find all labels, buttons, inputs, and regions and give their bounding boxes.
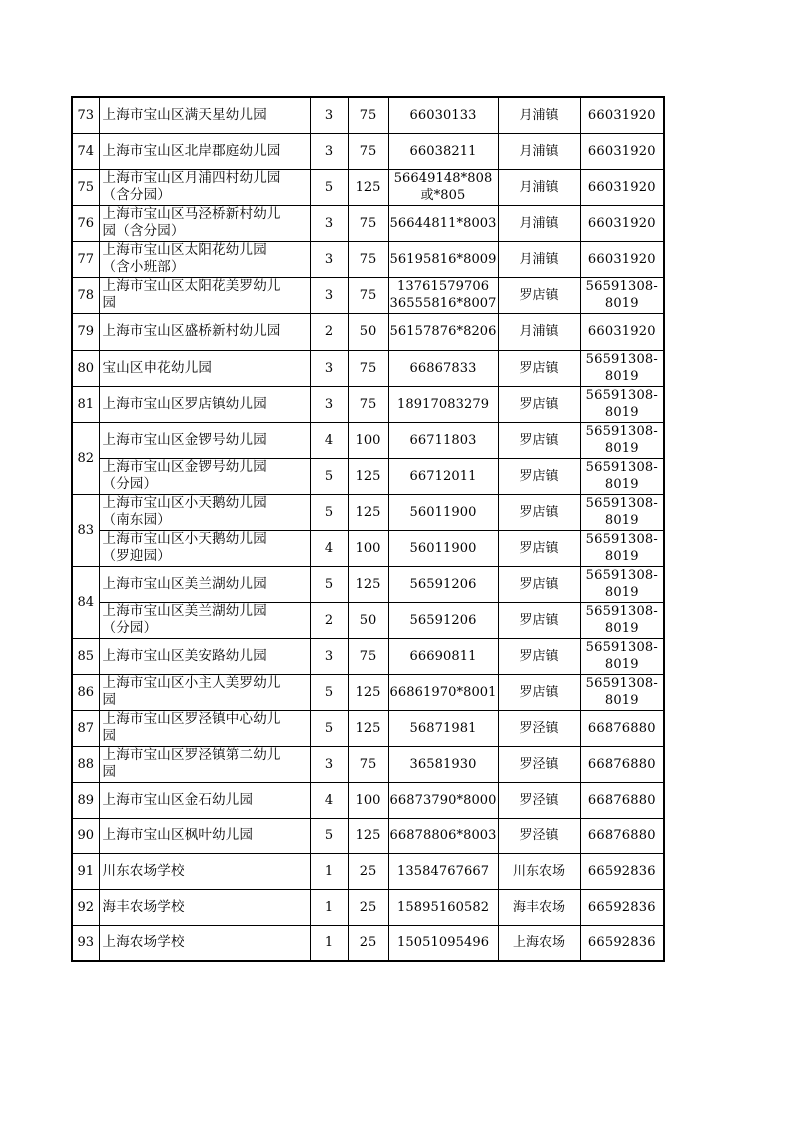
school-phone-line: 56591206 xyxy=(409,612,477,628)
contact-phone xyxy=(580,277,664,313)
class-count: 4 xyxy=(310,782,348,818)
contact-phone xyxy=(580,350,664,386)
class-count: 3 xyxy=(310,386,348,422)
table-row xyxy=(72,386,664,422)
school-name-line: 川东农场学校 xyxy=(102,862,185,879)
contact-phone-line: 56591308- xyxy=(585,460,658,475)
town-name: 海丰农场 xyxy=(498,889,580,925)
table-row xyxy=(72,494,664,530)
contact-phone-line: 66031920 xyxy=(587,251,656,267)
contact-phone-line: 8019 xyxy=(604,369,639,384)
contact-phone-line: 8019 xyxy=(604,513,639,528)
enrollment-capacity: 25 xyxy=(348,889,388,925)
school-phone xyxy=(388,674,498,710)
school-phone-line: 56011900 xyxy=(409,540,477,556)
school-name-line: 上海市宝山区美兰湖幼儿园 xyxy=(102,575,267,592)
contact-phone-line: 66876880 xyxy=(587,756,656,772)
contact-phone-line: 8019 xyxy=(604,657,639,672)
class-count: 5 xyxy=(310,674,348,710)
enrollment-capacity: 125 xyxy=(348,674,388,710)
table-body xyxy=(72,97,664,961)
town-name: 罗泾镇 xyxy=(498,746,580,782)
school-phone-line: 36581930 xyxy=(409,756,477,772)
school-name-line: 上海市宝山区太阳花幼儿园 xyxy=(102,242,267,258)
row-number: 84 xyxy=(72,566,99,638)
town-name: 罗店镇 xyxy=(498,530,580,566)
school-name xyxy=(99,782,310,818)
school-name-line: 上海市宝山区马泾桥新村幼儿 xyxy=(102,206,281,222)
school-phone xyxy=(388,782,498,818)
school-name-line: 上海市宝山区美安路幼儿园 xyxy=(102,647,267,664)
school-name xyxy=(99,169,310,205)
contact-phone-line: 8019 xyxy=(604,441,639,456)
contact-phone xyxy=(580,782,664,818)
school-phone-line: 56157876*8206 xyxy=(389,324,497,339)
enrollment-capacity: 75 xyxy=(348,241,388,277)
town-name: 罗泾镇 xyxy=(498,782,580,818)
table-row xyxy=(72,602,664,638)
contact-phone xyxy=(580,566,664,602)
enrollment-capacity: 125 xyxy=(348,458,388,494)
contact-phone-line: 66592836 xyxy=(587,899,656,915)
town-name: 罗店镇 xyxy=(498,277,580,313)
class-count: 2 xyxy=(310,313,348,350)
school-phone xyxy=(388,638,498,674)
enrollment-capacity: 75 xyxy=(348,386,388,422)
table-row xyxy=(72,277,664,313)
row-number: 82 xyxy=(72,422,99,494)
school-name xyxy=(99,638,310,674)
contact-phone-line: 66592836 xyxy=(587,863,656,879)
contact-phone xyxy=(580,422,664,458)
school-name xyxy=(99,313,310,350)
row-number: 81 xyxy=(72,386,99,422)
school-name xyxy=(99,205,310,241)
school-name-line: （分园） xyxy=(102,476,158,492)
table-row xyxy=(72,818,664,853)
school-name xyxy=(99,602,310,638)
school-name xyxy=(99,458,310,494)
school-name xyxy=(99,97,310,133)
table-row xyxy=(72,97,664,133)
contact-phone-line: 56591308- xyxy=(585,352,658,367)
contact-phone xyxy=(580,925,664,961)
contact-phone-line: 56591308- xyxy=(585,532,658,547)
contact-phone-line: 56591308- xyxy=(585,279,658,294)
table-row xyxy=(72,674,664,710)
school-name-line: 宝山区申花幼儿园 xyxy=(102,359,213,376)
class-count: 1 xyxy=(310,889,348,925)
enrollment-capacity: 125 xyxy=(348,818,388,853)
contact-phone-line: 66031920 xyxy=(587,179,656,195)
town-name: 罗店镇 xyxy=(498,566,580,602)
contact-phone xyxy=(580,889,664,925)
school-name xyxy=(99,566,310,602)
table-row xyxy=(72,566,664,602)
school-phone-line: 56871981 xyxy=(409,720,477,736)
enrollment-capacity: 75 xyxy=(348,350,388,386)
school-phone-line: 66690811 xyxy=(409,648,477,664)
school-name-line: 上海市宝山区盛桥新村幼儿园 xyxy=(102,323,281,339)
table-row xyxy=(72,350,664,386)
school-phone xyxy=(388,494,498,530)
contact-phone xyxy=(580,818,664,853)
school-name xyxy=(99,241,310,277)
school-phone-line: 15051095496 xyxy=(396,935,490,951)
contact-phone xyxy=(580,386,664,422)
school-name-line: 园 xyxy=(102,295,117,311)
school-name-line: 园 xyxy=(102,764,117,780)
school-name-line: 上海市宝山区金石幼儿园 xyxy=(102,791,254,808)
contact-phone xyxy=(580,746,664,782)
kindergarten-table xyxy=(71,96,665,962)
school-phone xyxy=(388,853,498,889)
school-name-line: 园 xyxy=(102,692,117,708)
contact-phone-line: 8019 xyxy=(604,621,639,636)
enrollment-capacity: 125 xyxy=(348,494,388,530)
school-name-line: 海丰农场学校 xyxy=(102,898,185,915)
school-phone-line: 56649148*808 xyxy=(393,171,493,186)
school-phone-line: 56195816*8009 xyxy=(389,251,497,267)
school-phone xyxy=(388,566,498,602)
town-name: 罗店镇 xyxy=(498,422,580,458)
enrollment-capacity: 75 xyxy=(348,277,388,313)
class-count: 5 xyxy=(310,710,348,746)
table-row xyxy=(72,313,664,350)
school-name-line: （含小班部） xyxy=(102,259,185,275)
school-phone xyxy=(388,602,498,638)
class-count: 3 xyxy=(310,638,348,674)
row-number: 83 xyxy=(72,494,99,566)
row-number: 74 xyxy=(72,133,99,169)
class-count: 3 xyxy=(310,277,348,313)
class-count: 3 xyxy=(310,97,348,133)
school-phone xyxy=(388,133,498,169)
school-phone-line: 66873790*8000 xyxy=(389,792,497,808)
school-phone xyxy=(388,169,498,205)
enrollment-capacity: 50 xyxy=(348,313,388,350)
school-phone xyxy=(388,277,498,313)
table-row xyxy=(72,169,664,205)
school-name xyxy=(99,530,310,566)
school-phone-line: 56011900 xyxy=(409,504,477,520)
town-name: 月浦镇 xyxy=(498,97,580,133)
school-name-line: 园 xyxy=(102,728,117,744)
town-name: 罗店镇 xyxy=(498,638,580,674)
class-count: 5 xyxy=(310,494,348,530)
table-row xyxy=(72,241,664,277)
contact-phone xyxy=(580,313,664,350)
town-name: 罗店镇 xyxy=(498,350,580,386)
school-name-line: 上海市宝山区枫叶幼儿园 xyxy=(102,827,254,843)
contact-phone-line: 8019 xyxy=(604,585,639,600)
school-phone xyxy=(388,386,498,422)
class-count: 1 xyxy=(310,853,348,889)
school-name xyxy=(99,350,310,386)
table-row xyxy=(72,746,664,782)
table-row xyxy=(72,458,664,494)
school-name-line: 上海农场学校 xyxy=(102,934,185,951)
school-name xyxy=(99,422,310,458)
row-number: 73 xyxy=(72,97,99,133)
row-number: 79 xyxy=(72,313,99,350)
class-count: 4 xyxy=(310,530,348,566)
class-count: 5 xyxy=(310,818,348,853)
school-phone-line: 13761579706 xyxy=(396,279,490,294)
school-name-line: 上海市宝山区小主人美罗幼儿 xyxy=(102,675,281,691)
school-name-line: （罗迎园） xyxy=(102,548,171,564)
row-number: 91 xyxy=(72,853,99,889)
class-count: 5 xyxy=(310,169,348,205)
contact-phone xyxy=(580,133,664,169)
row-number: 88 xyxy=(72,746,99,782)
school-phone xyxy=(388,458,498,494)
school-phone xyxy=(388,818,498,853)
contact-phone-line: 66031920 xyxy=(587,143,656,159)
school-name-line: 上海市宝山区美兰湖幼儿园 xyxy=(102,603,267,619)
table-row xyxy=(72,782,664,818)
school-phone-line: 18917083279 xyxy=(396,396,490,412)
contact-phone-line: 66031920 xyxy=(587,324,656,339)
class-count: 3 xyxy=(310,205,348,241)
school-phone xyxy=(388,97,498,133)
school-name xyxy=(99,133,310,169)
school-name xyxy=(99,925,310,961)
school-name xyxy=(99,710,310,746)
row-number: 85 xyxy=(72,638,99,674)
class-count: 3 xyxy=(310,350,348,386)
school-phone-line: 66030133 xyxy=(409,107,477,123)
table-row xyxy=(72,853,664,889)
school-phone-line: 66867833 xyxy=(409,360,477,376)
table-row xyxy=(72,638,664,674)
school-name xyxy=(99,818,310,853)
contact-phone-line: 56591308- xyxy=(585,568,658,583)
enrollment-capacity: 75 xyxy=(348,746,388,782)
enrollment-capacity: 75 xyxy=(348,205,388,241)
school-name xyxy=(99,853,310,889)
contact-phone-line: 56591308- xyxy=(585,496,658,511)
contact-phone-line: 56591308- xyxy=(585,604,658,619)
contact-phone-line: 66592836 xyxy=(587,935,656,951)
school-phone-line: 66861970*8001 xyxy=(389,684,497,700)
contact-phone-line: 56591308- xyxy=(585,640,658,655)
school-name-line: 上海市宝山区太阳花美罗幼儿 xyxy=(102,278,281,294)
class-count: 2 xyxy=(310,602,348,638)
town-name: 罗泾镇 xyxy=(498,710,580,746)
school-phone-line: 或*805 xyxy=(420,188,466,203)
town-name: 罗店镇 xyxy=(498,386,580,422)
school-phone-line: 66712011 xyxy=(409,468,477,484)
enrollment-capacity: 75 xyxy=(348,97,388,133)
school-phone xyxy=(388,889,498,925)
enrollment-capacity: 100 xyxy=(348,530,388,566)
table-row xyxy=(72,133,664,169)
school-name-line: 上海市宝山区满天星幼儿园 xyxy=(102,106,267,123)
contact-phone-line: 56591308- xyxy=(585,676,658,691)
school-phone xyxy=(388,530,498,566)
town-name: 罗店镇 xyxy=(498,602,580,638)
table-row xyxy=(72,205,664,241)
town-name: 罗泾镇 xyxy=(498,818,580,853)
enrollment-capacity: 25 xyxy=(348,925,388,961)
town-name: 上海农场 xyxy=(498,925,580,961)
contact-phone-line: 66031920 xyxy=(587,215,656,231)
school-name xyxy=(99,889,310,925)
school-name-line: 上海市宝山区罗泾镇中心幼儿 xyxy=(102,711,281,727)
contact-phone xyxy=(580,458,664,494)
school-name-line: 上海市宝山区北岸郡庭幼儿园 xyxy=(102,142,281,159)
contact-phone-line: 66876880 xyxy=(587,720,656,736)
row-number: 76 xyxy=(72,205,99,241)
contact-phone-line: 56591308- xyxy=(585,388,658,403)
town-name: 罗店镇 xyxy=(498,458,580,494)
class-count: 5 xyxy=(310,458,348,494)
school-phone xyxy=(388,241,498,277)
class-count: 3 xyxy=(310,241,348,277)
enrollment-capacity: 100 xyxy=(348,782,388,818)
contact-phone xyxy=(580,638,664,674)
contact-phone xyxy=(580,241,664,277)
town-name: 罗店镇 xyxy=(498,674,580,710)
class-count: 1 xyxy=(310,925,348,961)
contact-phone xyxy=(580,674,664,710)
school-phone-line: 56591206 xyxy=(409,576,477,592)
school-name xyxy=(99,746,310,782)
school-phone xyxy=(388,710,498,746)
school-phone xyxy=(388,925,498,961)
contact-phone xyxy=(580,602,664,638)
table-row xyxy=(72,925,664,961)
contact-phone-line: 8019 xyxy=(604,296,639,311)
enrollment-capacity: 125 xyxy=(348,169,388,205)
school-phone xyxy=(388,313,498,350)
school-name-line: 上海市宝山区小天鹅幼儿园 xyxy=(102,495,267,511)
enrollment-capacity: 100 xyxy=(348,422,388,458)
row-number: 86 xyxy=(72,674,99,710)
enrollment-capacity: 75 xyxy=(348,133,388,169)
table-row xyxy=(72,710,664,746)
town-name: 月浦镇 xyxy=(498,241,580,277)
contact-phone xyxy=(580,97,664,133)
school-name-line: 上海市宝山区罗泾镇第二幼儿 xyxy=(102,747,281,763)
table-row xyxy=(72,530,664,566)
town-name: 月浦镇 xyxy=(498,169,580,205)
school-phone-line: 66878806*8003 xyxy=(389,828,497,843)
contact-phone-line: 8019 xyxy=(604,405,639,420)
school-name xyxy=(99,494,310,530)
enrollment-capacity: 50 xyxy=(348,602,388,638)
contact-phone xyxy=(580,853,664,889)
contact-phone-line: 8019 xyxy=(604,477,639,492)
enrollment-capacity: 125 xyxy=(348,566,388,602)
class-count: 3 xyxy=(310,746,348,782)
row-number: 78 xyxy=(72,277,99,313)
school-name-line: （分园） xyxy=(102,620,158,636)
contact-phone-line: 8019 xyxy=(604,549,639,564)
town-name: 月浦镇 xyxy=(498,205,580,241)
school-phone-line: 66038211 xyxy=(409,143,477,159)
town-name: 月浦镇 xyxy=(498,133,580,169)
school-name-line: （含分园） xyxy=(102,187,171,203)
contact-phone xyxy=(580,530,664,566)
contact-phone-line: 66876880 xyxy=(587,792,656,808)
school-phone-line: 66711803 xyxy=(409,432,477,448)
row-number: 92 xyxy=(72,889,99,925)
enrollment-capacity: 125 xyxy=(348,710,388,746)
class-count: 4 xyxy=(310,422,348,458)
school-phone-line: 15895160582 xyxy=(396,899,490,915)
school-name-line: 上海市宝山区罗店镇幼儿园 xyxy=(102,395,267,412)
school-name xyxy=(99,277,310,313)
school-name-line: 上海市宝山区金锣号幼儿园 xyxy=(102,459,267,475)
school-name-line: 园（含分园） xyxy=(102,223,185,239)
row-number: 80 xyxy=(72,350,99,386)
school-name-line: 上海市宝山区小天鹅幼儿园 xyxy=(102,531,267,547)
row-number: 77 xyxy=(72,241,99,277)
enrollment-capacity: 75 xyxy=(348,638,388,674)
school-name-line: 上海市宝山区金锣号幼儿园 xyxy=(102,431,267,448)
table-row xyxy=(72,889,664,925)
contact-phone xyxy=(580,710,664,746)
school-name-line: 上海市宝山区月浦四村幼儿园 xyxy=(102,170,281,186)
school-phone-line: 56644811*8003 xyxy=(389,215,497,231)
contact-phone-line: 56591308- xyxy=(585,424,658,439)
school-name xyxy=(99,674,310,710)
contact-phone xyxy=(580,205,664,241)
school-name-line: （南东园） xyxy=(102,512,171,528)
contact-phone-line: 8019 xyxy=(604,693,639,708)
school-phone xyxy=(388,205,498,241)
row-number: 89 xyxy=(72,782,99,818)
row-number: 90 xyxy=(72,818,99,853)
school-phone xyxy=(388,422,498,458)
contact-phone xyxy=(580,494,664,530)
school-phone-line: 13584767667 xyxy=(396,863,490,879)
class-count: 3 xyxy=(310,133,348,169)
school-phone xyxy=(388,746,498,782)
table-row xyxy=(72,422,664,458)
school-phone xyxy=(388,350,498,386)
town-name: 罗店镇 xyxy=(498,494,580,530)
contact-phone-line: 66876880 xyxy=(587,828,656,843)
school-name xyxy=(99,386,310,422)
school-phone-line: 36555816*8007 xyxy=(389,296,497,311)
town-name: 川东农场 xyxy=(498,853,580,889)
contact-phone xyxy=(580,169,664,205)
enrollment-capacity: 25 xyxy=(348,853,388,889)
class-count: 5 xyxy=(310,566,348,602)
contact-phone-line: 66031920 xyxy=(587,107,656,123)
row-number: 75 xyxy=(72,169,99,205)
town-name: 月浦镇 xyxy=(498,313,580,350)
row-number: 93 xyxy=(72,925,99,961)
row-number: 87 xyxy=(72,710,99,746)
